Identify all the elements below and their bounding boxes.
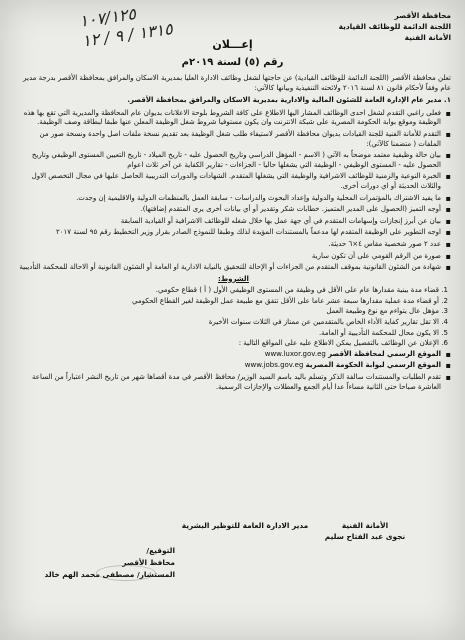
signature-label: التوقيع/	[146, 546, 175, 555]
committee-name: اللجنة الدائمة للوظائف القيادية	[338, 22, 451, 31]
websites-list	[16, 350, 451, 392]
list-item: 6. الإعلان عن الوظائف بالتفصيل يمكن الاطلاع عليه على المواقع التالية :	[16, 339, 439, 349]
signature-hr-director	[175, 520, 315, 531]
list-item: 3. مؤهل عال يتواءم مع نوع وطبيعة العمل	[16, 307, 439, 317]
list-item: ▪ عدد ٢ صور شخصية مقاس ٤×٦ حديثة.	[16, 240, 441, 250]
conditions-list	[16, 286, 451, 349]
list-item: ▪ بيان عن أبرز إنجازات وإسهامات المتقدم في أي جهة عمل بها خلال شغله للوظائف الاشرافية أو القيادية السابقة	[16, 217, 441, 227]
signature-title: الأمانة الفنية	[341, 521, 389, 530]
list-item: ▪ شهادة من الشئون القانونية بموقف المتقدم من الجزاءات أو الإحالة للتحقيق بالنيابة الادارية او العامة أو الشئون القانونية أو الاحالة للمحكمة التأديبية	[16, 263, 441, 273]
announcement-body	[16, 74, 451, 394]
handwritten-line-1: ١٠٧/١٢٥	[78, 4, 138, 31]
website-item	[16, 350, 441, 360]
list-item: ▪ أوجه التميز (الحصول على المدير المتميز. خطابات شكر وتقدير أو أي بيانات أخرى يرى المتقدم إضافتها).	[16, 205, 441, 215]
announcement-number: رقم (٥) لسنة ٢٠١٩م	[181, 57, 284, 68]
submission-note: ▪ تقدم الطلبات والمستندات سالفة الذكر وتسلم باليد باسم السيد الوزير/ محافظ الأقصر في مدة أقصاها شهر من تاريخ النشر اعتباراً من الساعة العاشرة صباحا حتى الثانية مساءاً عدا أيام الجمع والعطلات والإجازات الرسمية.	[16, 373, 441, 392]
list-item: 2. أو قضاء مدة عملية مقدارها سبعة عشر عاما على الأقل تتفق مع طبيعة عمل الوظيفة لغير القطاع الحكومي	[16, 297, 439, 307]
website-link[interactable]: www.jobs.gov.eg	[244, 361, 304, 370]
handwritten-line-2: ١٣١٥ / ٩ / ١٢	[80, 19, 174, 51]
governorate-name: محافظة الأقصر	[394, 11, 451, 20]
list-item: ▪ فعلى راغبي التقدم لشغل احدى الوظائف المشار اليها الاطلاع على كافة الشروط بلوحة الاعلانات بديوان عام المحافظة والمديرية التي تقع بها هذه الوظيفة وموقع بوابة الحكومة المصرية على شبكة الانترنت وان يكون مستوفيا شروط شغل الوظيفة المعلن عنها طبقا لبطاقة وصف الوظيفة.	[16, 109, 441, 128]
job-title: ١. مدير عام الإدارة العامة للشئون المالية والادارية بمديرية الاسكان والمرافق بمحافظة الأقصر.	[127, 96, 451, 105]
website-item	[16, 361, 441, 371]
website-label: الموقع الرسمي لبوابة الحكومة المصرية	[305, 361, 441, 370]
secretariat-name: الأمانة الفنية	[404, 33, 451, 42]
signature-title: محافظ الأقصر	[122, 558, 175, 567]
website-link[interactable]: www.luxor.gov.eg	[264, 349, 326, 358]
list-item: ▪ اوجه التطوير على الوظيفة المتقدم لها مدعماً بالمستندات المؤيدة لذلك وطبقا للنموذج الصادر بقرار وزير التخطيط رقم ٩٥ لسنة ٢٠١٧	[16, 228, 441, 238]
list-item: ▪ بيان حالة وظيفية معتمد موضحاً به الآتي ( الاسم - المؤهل الدراسي وتاريخ الحصول عليه - تاريخ الميلاد - تاريخ التعيين المستوى الوظيفي وتاريخ الحصول عليه - المستوى الوظيفي - الوظيفة التي يشغلها حاليا - الجزاءات - تقارير الكفاية عن آخر ثلاث اعوام	[16, 151, 441, 170]
conditions-heading: الشروط:	[218, 274, 249, 283]
signature-name: المستشار/ مصطفى محمد الهم خالد	[44, 570, 175, 579]
stamp-mark	[96, 565, 156, 581]
list-item: ▪ الخبرة النوعية والزمنية للوظائف الاشرافية والوظيفة التي يشغلها المتقدم. الشهادات والدورات التدريبية الحاصل عليها في مجال التخصص الاول والثلاث الحديثة أو اي دورات أخرى.	[16, 172, 441, 191]
list-item: ▪ ما يفيد الاشتراك بالمؤتمرات المحلية والدولية وإعداد البحوث والدراسات - سابقة العمل بالمنظمات الدولية والاقليمية إن وجدت.	[16, 194, 441, 204]
website-label: الموقع الرسمي لمحافظة الأقصر	[328, 349, 441, 358]
signature-name: نجوى عبد الفتاح سليم	[324, 532, 406, 541]
signature-title: مدير الادارة العامة للتوظير البشرية	[181, 521, 309, 530]
signature-technical-secretariat	[305, 520, 425, 542]
list-item: 5. الا يكون محال للمحكمة التأديبية أو العامة.	[16, 329, 439, 339]
intro-paragraph: تعلن محافظة الأقصر (اللجنة الدائمة للوظائف القيادية) عن حاجتها لشغل وظائف الادارة العليا بمديرية الاسكان والمرافق بمحافظة الأقصر بدرجة مدير عام وفقاً لأحكام قانون ٨١ لسنة ٢٠١٦ ولائحته التنفيذية وبيانها كالآتي:	[23, 74, 451, 92]
requirements-list	[16, 109, 451, 273]
list-item: ▪ صورة من الرقم القومي على أن تكون سارية	[16, 252, 441, 262]
list-item: 4. الا تقل تقارير كفاية الأداء الخاص بالمتقدمين عن ممتاز في الثلاث سنوات الأخيرة	[16, 318, 439, 328]
list-item: ▪ التقدم للأمانة الفنية للجنة القيادات بديوان محافظة الأقصر لاستيفاء طلب شغل الوظيفة بعد تقديم نسخة ملفات اصل واحدة ونسخة صور من الملفات ( متضمنا كالآتي):	[16, 130, 441, 149]
list-item: 1. قضاء مدة بينية مقدارها عام على الأقل في وظيفة من المستوى الوظيفي الأول ( أ ) قطاع حكومي.	[16, 286, 439, 296]
page-title: إعـــلان	[212, 38, 253, 51]
